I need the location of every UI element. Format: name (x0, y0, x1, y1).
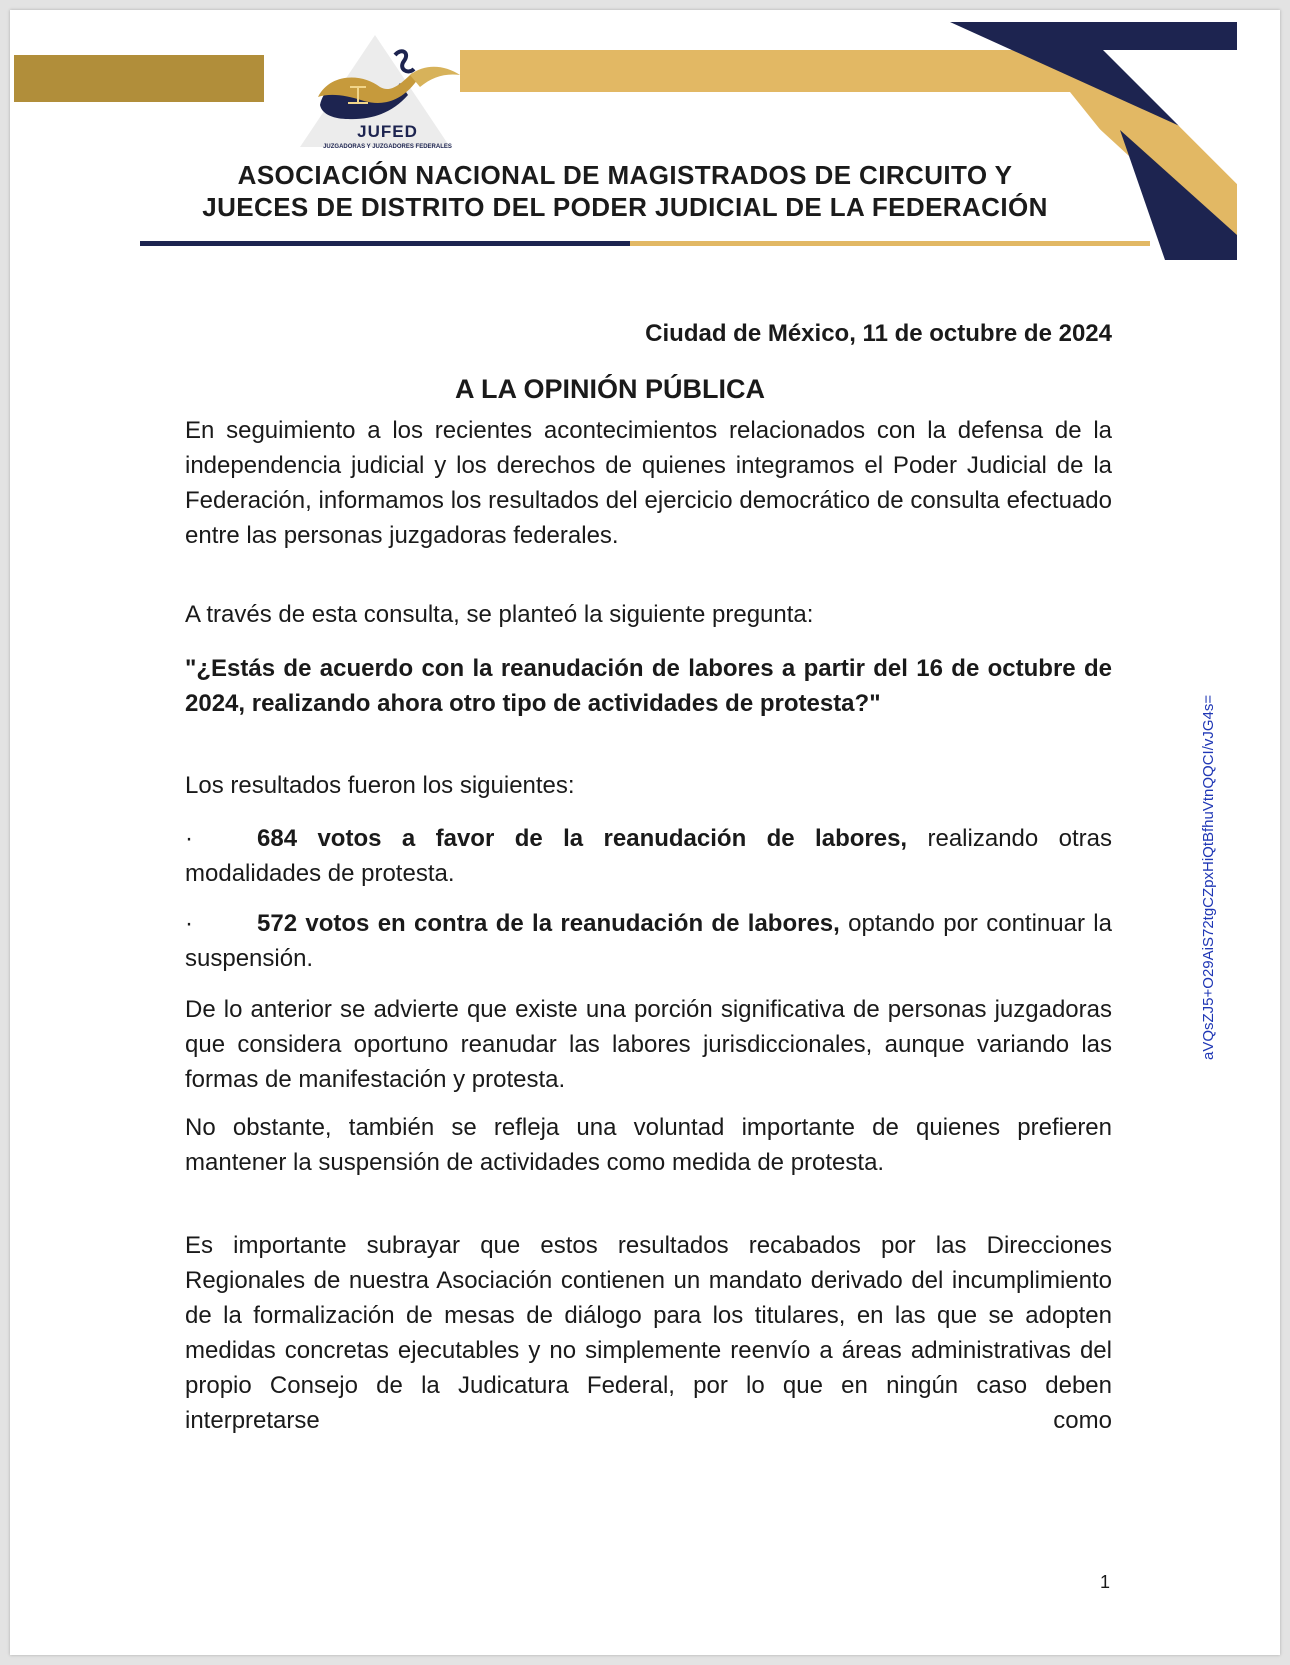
bullet-marker: · (185, 910, 193, 937)
logo-name: JUFED (357, 122, 418, 141)
logo-subtitle: JUZGADORAS Y JUZGADORES FEDERALES (323, 144, 452, 150)
paragraph-5: No obstante, también se refleja una voluntad importante de quienes prefieren mantener la suspensión de actividades como medida de protesta. (185, 1114, 1112, 1176)
result-contra-bold: 572 votos en contra de la reanudación de labores, (257, 910, 840, 937)
document-page (10, 10, 1280, 1655)
paragraph-2: A través de esta consulta, se planteó la siguiente pregunta: (185, 601, 814, 628)
result-item-favor (185, 821, 1112, 891)
paragraph-6: Es importante subrayar que estos resultados recabados por las Direcciones Regionales de nuestra Asociación contienen un mandato derivado del incumplimiento de la formalización de mesas de diálogo para los titulares, en las que se adopten medidas concretas ejecutables y no simplemente reenvío a áreas administrativas del propio Consejo de la Judicatura Federal, por lo que en ningún caso deben interpretarse como (185, 1232, 1112, 1434)
paragraph-3: Los resultados fueron los siguientes: (185, 772, 575, 799)
page-title: A LA OPINIÓN PÚBLICA (455, 374, 765, 404)
verification-code: aVQsZJ5+O29AiS72tgCZpxHiQtBfhuVtnQQCI/vJG4s= (1200, 694, 1217, 1060)
org-title-line-1: ASOCIACIÓN NACIONAL DE MAGISTRADOS DE CIRCUITO Y (237, 160, 1013, 190)
paragraph-1: En seguimiento a los recientes acontecimientos relacionados con la defensa de la independencia judicial y los derechos de quienes integramos el Poder Judicial de la Federación, informamos los resultados del ejercicio democrático de consulta efectuado entre las personas juzgadoras federales. (185, 417, 1112, 549)
result-favor-bold: 684 votos a favor de la reanudación de labores, (257, 825, 908, 852)
result-contra-rest: optando por continuar la suspensión. (185, 910, 1112, 972)
header-rule-navy (140, 241, 630, 246)
result-item-contra (185, 906, 1112, 976)
logo-text (300, 122, 475, 150)
header-corner-decoration (10, 10, 1280, 270)
paragraph-4: De lo anterior se advierte que existe una porción significativa de personas juzgadoras que considera oportuno reanudar las labores jurisdiccionales, aunque variando las formas de manifestación y protesta. (185, 996, 1112, 1093)
header-rule-gold (630, 241, 1150, 246)
result-favor-rest: realizando otras modalidades de protesta. (185, 825, 1112, 887)
bullet-marker: · (185, 825, 193, 852)
consultation-question: "¿Estás de acuerdo con la reanudación de labores a partir del 16 de octubre de 2024, realizando ahora otro tipo de actividades de protesta?" (185, 655, 1112, 717)
org-title-line-2: JUECES DE DISTRITO DEL PODER JUDICIAL DE LA FEDERACIÓN (202, 192, 1048, 222)
page-number: 1 (1100, 1572, 1111, 1592)
dateline: Ciudad de México, 11 de octubre de 2024 (645, 320, 1112, 347)
